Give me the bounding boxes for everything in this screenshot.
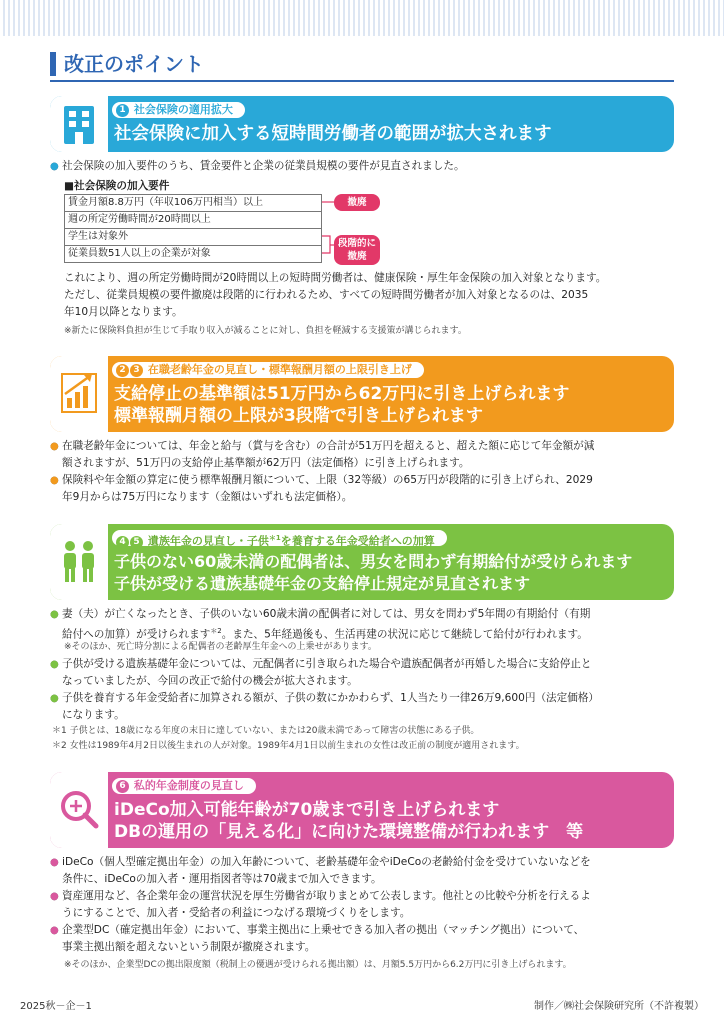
tag-label: 社会保険の適用拡大 (133, 103, 233, 116)
bullet-text: ● ● 子供を養育する年金受給者に加算される額が、子供の数にかかわらず、1人当たり一律26万9,600円（法定価格） になります。 (50, 690, 692, 724)
tag-number: 6 (116, 780, 129, 793)
bullet-text: ● ● 企業型DC（確定拠出年金）において、事業主拠出に上乗せできる加入者の拠出（マッチング拠出）について、 事業主拠出額を超えないという制限が撤廃されます。 (50, 922, 692, 956)
abolish-label: 撤廃 (334, 194, 380, 211)
footer-page-code: 2025秋－企－1 (20, 1001, 92, 1012)
chart-growth-icon (50, 356, 108, 432)
tag-label: 在職老齢年金の見直し・標準報酬月額の上限引き上げ (147, 363, 412, 376)
tag-number: 4 (116, 536, 129, 549)
section-tag: 4 5 遺族年金の見直し・子供$^{*1}$を養育する年金受給者への加算 (112, 530, 447, 546)
section-tag (112, 362, 424, 378)
section-banner (50, 356, 674, 432)
bullet-text: ● ● 妻（夫）が亡くなったとき、子供のいない60歳未満の配偶者に対しては、男女を問わず5年間の有期給付（有期 給付への加算）が受けられます$^{*2}$。また、5年経過後も、生活再建の状況に応じて継続して給付が行われます。 (50, 606, 692, 644)
section-headline: 社会保険に加入する短時間労働者の範囲が拡大されます (114, 124, 552, 144)
staged-abolish-label: 段階的に撤廃 (334, 235, 380, 265)
requirements-table (64, 194, 322, 263)
bullet-text: ● ● 子供が受ける遺族基礎年金については、元配偶者に引き取られた場合や遺族配偶者が再婚した場合に支給停止と なっていましたが、今回の改正で給付の機会が拡大されます。 (50, 656, 692, 690)
section-headline: iDeCo加入可能年齢が70歳まで引き上げられます DBの運用の「見える化」に向けた環境整備が行われます 等 (114, 800, 584, 842)
tag-number: 3 (130, 364, 143, 377)
note: ※そのほか、死亡時分割による配偶者の老齢厚生年金への上乗せがあります。 (64, 642, 377, 652)
title-accent-bar (50, 52, 56, 76)
bullet-text: ● ● 在職老齢年金については、年金と給与（賞与を含む）の合計が51万円を超えると、超えた額に応じて年金額が減 額されますが、51万円の支給停止基準額が62万円（法定価格）に引き上げられます。 (50, 438, 692, 472)
table-row: 週の所定労働時間が20時間以上 (65, 212, 322, 229)
building-icon (50, 96, 108, 152)
tag-label: 私的年金制度の見直し (133, 779, 244, 792)
magnifier-icon (50, 772, 108, 848)
tag-number: 5 (130, 536, 143, 549)
table-row: 賃金月額8.8万円（年収106万円相当）以上 (65, 195, 322, 212)
section-tag (112, 102, 245, 118)
note: ※そのほか、企業型DCの拠出限度額（税制上の優遇が受けられる拠出額）は、月額5.5万円から6.2万円に引き上げられます。 (64, 960, 572, 970)
section-tag (112, 778, 256, 794)
section-banner (50, 96, 674, 152)
people-icon (50, 524, 108, 600)
section-headline: 子供のない60歳未満の配偶者は、男女を問わず有期給付が受けられます 子供が受ける遺族基礎年金の支給停止規定が見直されます (114, 552, 633, 593)
tag-label: 遺族年金の見直し・子供 (147, 534, 269, 548)
bullet-text: ● ● iDeCo（個人型確定拠出年金）の加入年齢について、老齢基礎年金やiDeCoの老齢給付金を受けていないなどを 条件に、iDeCoの加入者・運用指図者等は70歳まで加入できます。 (50, 854, 692, 888)
tag-number: 1 (116, 104, 129, 117)
section-headline: 支給停止の基準額は51万円から62万円に引き上げられます 標準報酬月額の上限が3段階で引き上げられます (114, 384, 570, 426)
tag-number: 2 (116, 364, 129, 377)
bullet-text: ● ● 社会保険の加入要件のうち、賃金要件と企業の従業員規模の要件が見直されました。 (50, 158, 692, 175)
footer-credit: 制作／㈱社会保険研究所（不許複製） (534, 1001, 704, 1012)
table-row: 学生は対象外 (65, 229, 322, 246)
page-title-area (50, 50, 674, 82)
section-banner (50, 524, 674, 600)
footnote: ＊1 子供とは、18歳になる年度の末日に達していない、または20歳未満であって障害の状態にある子供。 (52, 726, 480, 736)
note: ※新たに保険料負担が生じて手取り収入が減ることに対し、負担を軽減する支援策が講じられます。 (64, 326, 467, 336)
page-title: 改正のポイント (64, 52, 204, 76)
table-row: 従業員数51人以上の企業が対象 (65, 246, 322, 263)
paragraph: これにより、週の所定労働時間が20時間以上の短時間労働者は、健康保険・厚生年金保険の加入対象となります。 ただし、従業員規模の要件撤廃は段階的に行われるため、すべての短時間労働者が加入対象となるのは、2035 年10月以降となります。 (64, 272, 607, 318)
bullet-text: ● ● 資産運用など、各企業年金の運営状況を厚生労働省が取りまとめて公表します。他社との比較や分析を行えるよ うにすることで、加入者・受給者の利益につなげる環境づくりをします。 (50, 888, 692, 922)
header-stripe (0, 0, 724, 36)
footnote: ＊2 女性は1989年4月2日以後生まれの人が対象。1989年4月1日以前生まれの女性は改正前の制度が適用されます。 (52, 741, 525, 751)
bullet-text: ● ● 保険料や年金額の算定に使う標準報酬月額について、上限（32等級）の65万円が段階的に引き上げられ、2029 年9月からは75万円になります（金額はいずれも法定価格）。 (50, 472, 692, 506)
requirements-title: ■社会保険の加入要件 (64, 180, 170, 192)
section-banner (50, 772, 674, 848)
